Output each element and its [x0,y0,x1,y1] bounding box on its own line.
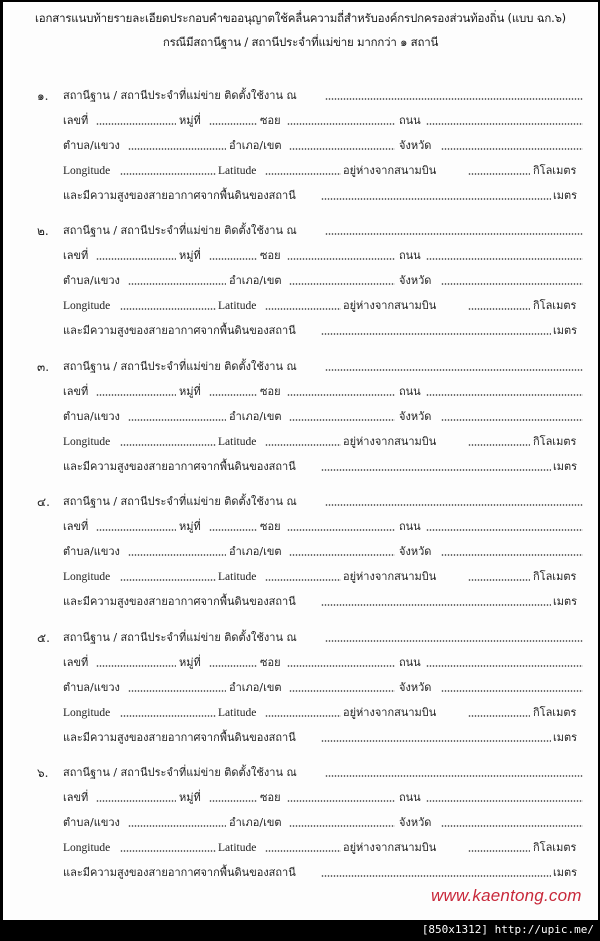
coordinates-row [3,297,598,315]
district-row [3,814,598,832]
subdistrict-field[interactable] [128,148,226,150]
station-label: สถานีฐาน / สถานีประจำที่แม่ข่าย ติดตั้งใช้งาน ณ [63,495,297,508]
address-row [3,383,598,401]
antenna-height-row [3,187,598,205]
station-location-field[interactable] [325,233,583,235]
latitude-label: Latitude [218,707,257,719]
airport-distance-field[interactable] [468,715,530,717]
antenna-height-label: และมีความสูงของสายอากาศจากพื้นดินของสถานี [63,324,296,337]
subdistrict-label: ตำบล/แขวง [63,274,120,287]
meter-unit-label: เมตร [553,189,578,202]
province-field[interactable] [441,148,583,150]
coordinates-row [3,433,598,451]
station-section [3,87,598,222]
latitude-field[interactable] [265,173,341,175]
subdistrict-label: ตำบล/แขวง [63,816,120,829]
latitude-label: Latitude [218,165,257,177]
longitude-label: Longitude [63,842,111,854]
station-label: สถานีฐาน / สถานีประจำที่แม่ข่าย ติดตั้งใช้งาน ณ [63,89,297,102]
province-label: จังหวัด [399,545,432,558]
moo-field[interactable] [209,394,257,396]
antenna-height-label: และมีความสูงของสายอากาศจากพื้นดินของสถานี [63,460,296,473]
image-host-caption: [850x1312] http://upic.me/ [421,923,594,936]
moo-field[interactable] [209,258,257,260]
longitude-field[interactable] [120,715,216,717]
house-no-label: เลขที่ [63,791,89,804]
antenna-height-row [3,458,598,476]
km-unit-label: กิโลเมตร [533,164,577,177]
airport-distance-label: อยู่ห่างจากสนามบิน [343,164,437,177]
coordinates-row [3,839,598,857]
province-field[interactable] [441,283,583,285]
district-label: อำเภอ/เขต [229,545,282,558]
soi-field[interactable] [287,800,395,802]
road-field[interactable] [426,258,583,260]
soi-field[interactable] [287,123,395,125]
road-label: ถนน [399,520,421,533]
address-row [3,112,598,130]
road-field[interactable] [426,394,583,396]
moo-label: หมู่ที่ [179,385,201,398]
latitude-field[interactable] [265,579,341,581]
antenna-height-row [3,864,598,882]
station-section [3,764,598,899]
coordinates-row [3,704,598,722]
road-field[interactable] [426,123,583,125]
station-label: สถานีฐาน / สถานีประจำที่แม่ข่าย ติดตั้งใช้งาน ณ [63,360,297,373]
province-field[interactable] [441,554,583,556]
antenna-height-field[interactable] [321,469,551,471]
longitude-label: Longitude [63,571,111,583]
address-row [3,518,598,536]
road-label: ถนน [399,385,421,398]
antenna-height-label: และมีความสูงของสายอากาศจากพื้นดินของสถานี [63,731,296,744]
district-label: อำเภอ/เขต [229,681,282,694]
subdistrict-field[interactable] [128,554,226,556]
moo-label: หมู่ที่ [179,114,201,127]
km-unit-label: กิโลเมตร [533,299,577,312]
house-no-field[interactable] [96,800,176,802]
road-field[interactable] [426,665,583,667]
road-label: ถนน [399,114,421,127]
latitude-label: Latitude [218,842,257,854]
airport-distance-field[interactable] [468,444,530,446]
road-label: ถนน [399,656,421,669]
antenna-height-label: และมีความสูงของสายอากาศจากพื้นดินของสถานี [63,595,296,608]
province-label: จังหวัด [399,410,432,423]
station-section [3,358,598,493]
longitude-label: Longitude [63,165,111,177]
province-label: จังหวัด [399,681,432,694]
latitude-label: Latitude [218,300,257,312]
soi-field[interactable] [287,394,395,396]
section-number: ๒. [37,224,49,238]
subdistrict-field[interactable] [128,419,226,421]
station-label: สถานีฐาน / สถานีประจำที่แม่ข่าย ติดตั้งใช้งาน ณ [63,766,297,779]
district-row [3,679,598,697]
meter-unit-label: เมตร [553,460,578,473]
moo-field[interactable] [209,800,257,802]
moo-field[interactable] [209,123,257,125]
province-label: จังหวัด [399,139,432,152]
form-page [3,2,598,920]
km-unit-label: กิโลเมตร [533,706,577,719]
watermark: www.kaentong.com [431,886,582,905]
section-number: ๔. [37,495,50,509]
longitude-field[interactable] [120,308,216,310]
antenna-height-field[interactable] [321,333,551,335]
house-no-field[interactable] [96,394,176,396]
house-no-field[interactable] [96,529,176,531]
longitude-label: Longitude [63,707,111,719]
district-label: อำเภอ/เขต [229,410,282,423]
province-label: จังหวัด [399,274,432,287]
station-location-row [3,358,598,376]
subdistrict-field[interactable] [128,690,226,692]
station-label: สถานีฐาน / สถานีประจำที่แม่ข่าย ติดตั้งใช้งาน ณ [63,631,297,644]
district-field[interactable] [289,825,395,827]
soi-field[interactable] [287,529,395,531]
latitude-field[interactable] [265,850,341,852]
station-location-row [3,87,598,105]
antenna-height-row [3,729,598,747]
meter-unit-label: เมตร [553,731,578,744]
moo-label: หมู่ที่ [179,656,201,669]
longitude-field[interactable] [120,579,216,581]
station-location-field[interactable] [325,640,583,642]
longitude-field[interactable] [120,850,216,852]
house-no-label: เลขที่ [63,520,89,533]
moo-label: หมู่ที่ [179,791,201,804]
latitude-field[interactable] [265,444,341,446]
antenna-height-label: และมีความสูงของสายอากาศจากพื้นดินของสถานี [63,189,296,202]
airport-distance-field[interactable] [468,308,530,310]
antenna-height-row [3,593,598,611]
station-section [3,222,598,357]
subdistrict-field[interactable] [128,825,226,827]
km-unit-label: กิโลเมตร [533,841,577,854]
section-number: ๖. [37,766,49,780]
station-label: สถานีฐาน / สถานีประจำที่แม่ข่าย ติดตั้งใช้งาน ณ [63,224,297,237]
antenna-height-field[interactable] [321,740,551,742]
station-location-field[interactable] [325,369,583,371]
station-section [3,629,598,764]
subdistrict-label: ตำบล/แขวง [63,545,120,558]
section-number: ๑. [37,89,49,103]
soi-field[interactable] [287,258,395,260]
km-unit-label: กิโลเมตร [533,435,577,448]
house-no-label: เลขที่ [63,114,89,127]
district-field[interactable] [289,148,395,150]
district-row [3,272,598,290]
meter-unit-label: เมตร [553,324,578,337]
subdistrict-field[interactable] [128,283,226,285]
station-location-field[interactable] [325,504,583,506]
latitude-field[interactable] [265,308,341,310]
house-no-field[interactable] [96,123,176,125]
latitude-field[interactable] [265,715,341,717]
subdistrict-label: ตำบล/แขวง [63,410,120,423]
airport-distance-label: อยู่ห่างจากสนามบิน [343,570,437,583]
antenna-height-field[interactable] [321,604,551,606]
district-row [3,137,598,155]
soi-label: ซอย [260,520,281,533]
address-row [3,789,598,807]
latitude-label: Latitude [218,571,257,583]
moo-field[interactable] [209,665,257,667]
form-subtitle: กรณีมีสถานีฐาน / สถานีประจำที่แม่ข่าย มากกว่า ๑ สถานี [162,35,439,49]
soi-label: ซอย [260,114,281,127]
road-field[interactable] [426,529,583,531]
soi-label: ซอย [260,249,281,262]
airport-distance-label: อยู่ห่างจากสนามบิน [343,841,437,854]
coordinates-row [3,568,598,586]
form-title: เอกสารแนบท้ายรายละเอียดประกอบคำขออนุญาตใช้คลื่นความถี่สำหรับองค์กรปกครองส่วนท้องถิ่น (แบบ ฉก.๖) [35,11,566,25]
longitude-label: Longitude [63,300,111,312]
district-field[interactable] [289,283,395,285]
antenna-height-row [3,322,598,340]
latitude-label: Latitude [218,436,257,448]
section-number: ๕. [37,631,50,645]
station-location-row [3,629,598,647]
station-location-row [3,222,598,240]
airport-distance-field[interactable] [468,579,530,581]
district-label: อำเภอ/เขต [229,139,282,152]
district-field[interactable] [289,554,395,556]
road-label: ถนน [399,791,421,804]
road-label: ถนน [399,249,421,262]
province-field[interactable] [441,419,583,421]
km-unit-label: กิโลเมตร [533,570,577,583]
meter-unit-label: เมตร [553,595,578,608]
moo-label: หมู่ที่ [179,249,201,262]
district-field[interactable] [289,690,395,692]
coordinates-row [3,162,598,180]
district-row [3,408,598,426]
longitude-label: Longitude [63,436,111,448]
house-no-label: เลขที่ [63,249,89,262]
subdistrict-label: ตำบล/แขวง [63,139,120,152]
moo-field[interactable] [209,529,257,531]
soi-label: ซอย [260,656,281,669]
soi-field[interactable] [287,665,395,667]
address-row [3,247,598,265]
longitude-field[interactable] [120,173,216,175]
station-location-field[interactable] [325,98,583,100]
airport-distance-label: อยู่ห่างจากสนามบิน [343,299,437,312]
moo-label: หมู่ที่ [179,520,201,533]
house-no-label: เลขที่ [63,656,89,669]
house-no-label: เลขที่ [63,385,89,398]
province-field[interactable] [441,690,583,692]
address-row [3,654,598,672]
antenna-height-field[interactable] [321,875,551,877]
road-field[interactable] [426,800,583,802]
district-label: อำเภอ/เขต [229,274,282,287]
district-label: อำเภอ/เขต [229,816,282,829]
province-label: จังหวัด [399,816,432,829]
airport-distance-field[interactable] [468,173,530,175]
house-no-field[interactable] [96,258,176,260]
section-number: ๓. [37,360,50,374]
antenna-height-label: และมีความสูงของสายอากาศจากพื้นดินของสถานี [63,866,296,879]
soi-label: ซอย [260,385,281,398]
house-no-field[interactable] [96,665,176,667]
soi-label: ซอย [260,791,281,804]
district-field[interactable] [289,419,395,421]
station-section [3,493,598,628]
antenna-height-field[interactable] [321,198,551,200]
airport-distance-label: อยู่ห่างจากสนามบิน [343,706,437,719]
airport-distance-field[interactable] [468,850,530,852]
meter-unit-label: เมตร [553,866,578,879]
station-location-field[interactable] [325,775,583,777]
station-location-row [3,493,598,511]
longitude-field[interactable] [120,444,216,446]
province-field[interactable] [441,825,583,827]
station-location-row [3,764,598,782]
subdistrict-label: ตำบล/แขวง [63,681,120,694]
district-row [3,543,598,561]
airport-distance-label: อยู่ห่างจากสนามบิน [343,435,437,448]
